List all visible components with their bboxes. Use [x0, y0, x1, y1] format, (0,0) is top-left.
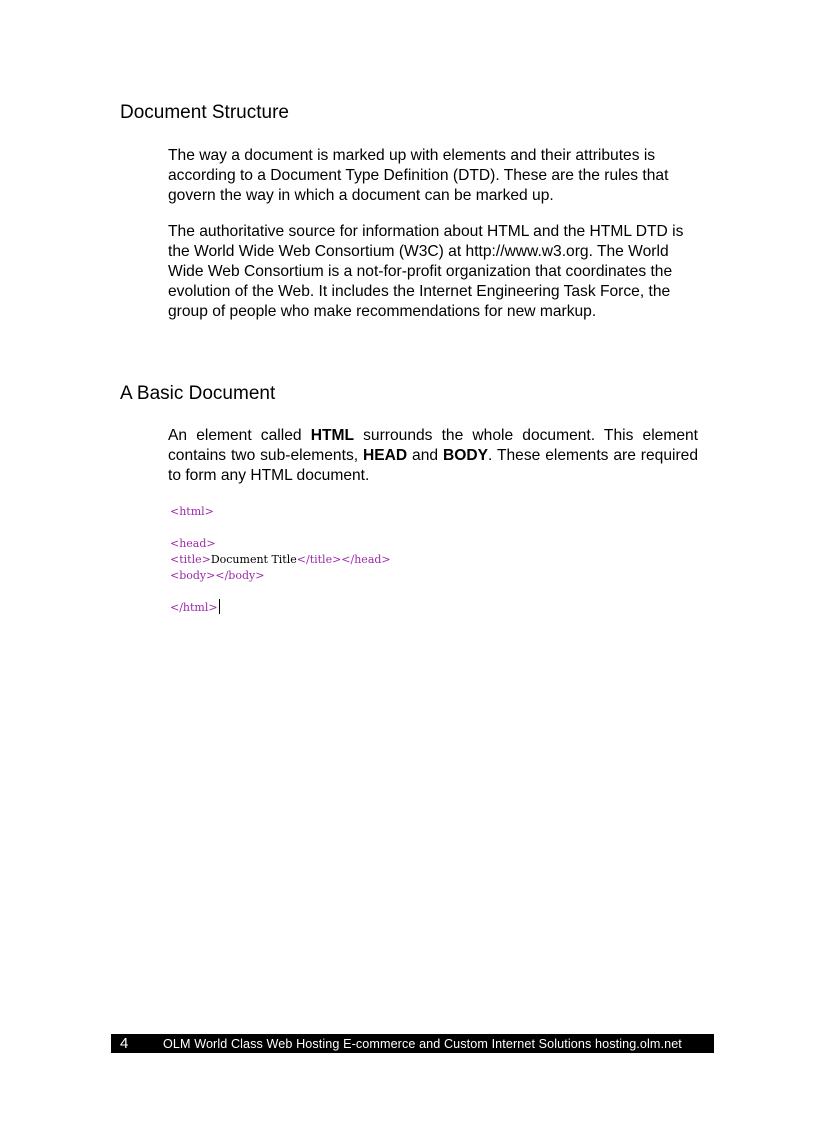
intro-text: An element called	[168, 427, 311, 444]
intro-text: surrounds the whole document. This element contains two sub-elements,	[168, 427, 698, 464]
keyword-html: HTML	[310, 427, 354, 444]
code-line-html-close	[170, 599, 220, 617]
code-tag: </html>	[170, 601, 218, 614]
text-cursor	[219, 599, 220, 614]
section-heading-basic-document: A Basic Document	[120, 383, 276, 404]
intro-text: and	[407, 447, 443, 464]
paragraph-basic-document	[168, 426, 698, 486]
code-tag: <title>	[170, 553, 211, 566]
code-tag: <html>	[170, 505, 214, 518]
code-line-html-open	[170, 503, 214, 521]
footer-text: OLM World Class Web Hosting E-commerce and Custom Internet Solutions hosting.olm.net	[163, 1036, 682, 1051]
page-footer	[111, 1034, 714, 1053]
paragraph-dtd: The way a document is marked up with elements and their attributes is according to a Document Type Definition (DTD). These are the rules that govern the way in which a document can be marked up.	[168, 147, 669, 204]
code-tag: </title>	[296, 553, 342, 566]
code-line-body	[170, 567, 264, 585]
paragraph-w3c: The authoritative source for information about HTML and the HTML DTD is the World Wide Web Consortium (W3C) at http://www.w3.org. The World Wide Web Consortium is a not-for-profit organization that coordinates the evolution of the Web. It includes the Internet Engineering Task Force, the group of people who make recommendations for new markup.	[168, 223, 684, 320]
code-tag: </head>	[341, 553, 391, 566]
keyword-body: BODY	[442, 447, 489, 464]
code-tag: </body>	[215, 569, 265, 582]
intro-text: . These elements are required to form any HTML document.	[168, 447, 699, 484]
section-heading-document-structure: Document Structure	[120, 102, 289, 123]
code-tag: <head>	[170, 537, 216, 550]
code-tag: <body>	[170, 569, 216, 582]
page-number: 4	[120, 1035, 129, 1052]
code-text: Document Title	[210, 553, 297, 566]
keyword-head: HEAD	[362, 447, 408, 464]
